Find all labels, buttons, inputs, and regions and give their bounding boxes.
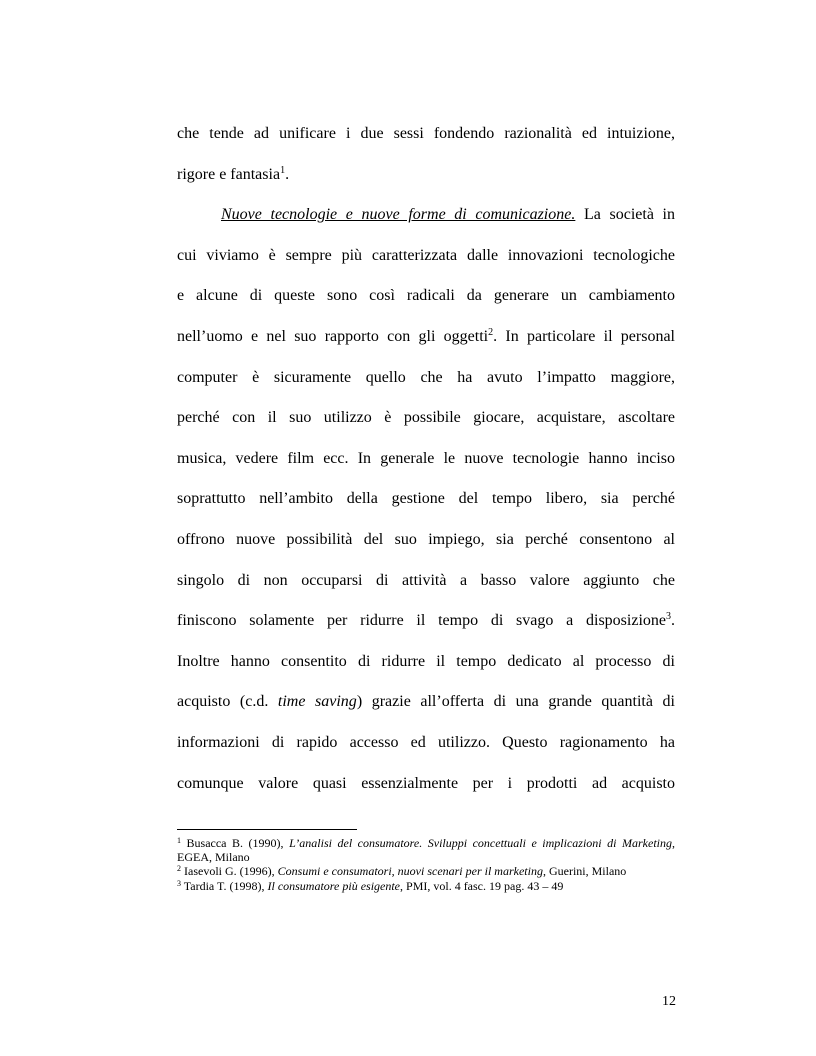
text-line: nell’uomo e nel suo rapporto con gli oggetti$^2$. In particolare il personal: [177, 326, 675, 345]
footnote-ref: 1: [280, 164, 286, 176]
text-line: soprattutto nell’ambito della gestione del tempo libero, sia perché: [177, 490, 675, 508]
text-line: Inoltre hanno consentito di ridurre il tempo dedicato al processo di: [177, 652, 675, 670]
text-line: musica, vedere film ecc. In generale le nuove tecnologie hanno inciso: [177, 449, 675, 467]
text-line: perché con il suo utilizzo è possibile giocare, acquistare, ascoltare: [177, 409, 675, 427]
text-line: e alcune di queste sono così radicali da generare un cambiamento: [177, 287, 675, 305]
text-line: rigore e fantasia$^1$.: [177, 164, 290, 183]
text-line: finiscono solamente per ridurre il tempo di svago a disposizione$^3$.: [177, 611, 675, 630]
text-line: Nuove tecnologie e nuove forme di comunicazione. La società in: [221, 206, 676, 224]
footnote-ref: 3: [666, 611, 671, 623]
footnotes: [177, 836, 675, 893]
text-line: singolo di non occuparsi di attività a basso valore aggiunto che: [177, 571, 675, 589]
footnote-ref: 2: [488, 326, 494, 338]
text-line: computer è sicuramente quello che ha avuto l’impatto maggiore,: [177, 368, 675, 386]
text-line: acquisto (c.d. time saving) grazie all’offerta di una grande quantità di: [177, 693, 675, 711]
section-heading: Nuove tecnologie e nuove forme di comunicazione.: [221, 206, 576, 224]
body-text: [177, 114, 675, 804]
text-line: informazioni di rapido accesso ed utilizzo. Questo ragionamento ha: [177, 733, 675, 751]
text-line: offrono nuove possibilità del suo impiego, sia perché consentono al: [177, 530, 675, 548]
text-line: cui viviamo è sempre più caratterizzata dalle innovazioni tecnologiche: [177, 246, 675, 264]
text-line: comunque valore quasi essenzialmente per i prodotti ad acquisto: [177, 774, 675, 792]
footnote: $^2$ Iasevoli G. (1996), Consumi e consumatori, nuovi scenari per il marketing, Guerini, Milano: [177, 864, 627, 879]
footnote: $^1$ Busacca B. (1990), L’analisi del consumatore. Sviluppi concettuali e implicazioni di Marketing, EGEA, Milano: [177, 836, 675, 865]
text-line: che tende ad unificare i due sessi fondendo razionalità ed intuizione,: [177, 125, 675, 142]
footnote: $^3$ Tardia T. (1998), Il consumatore più esigente, PMI, vol. 4 fasc. 19 pag. 43 – 49: [177, 878, 564, 893]
page-number: 12: [662, 994, 676, 1009]
footnote-separator: [177, 829, 357, 830]
